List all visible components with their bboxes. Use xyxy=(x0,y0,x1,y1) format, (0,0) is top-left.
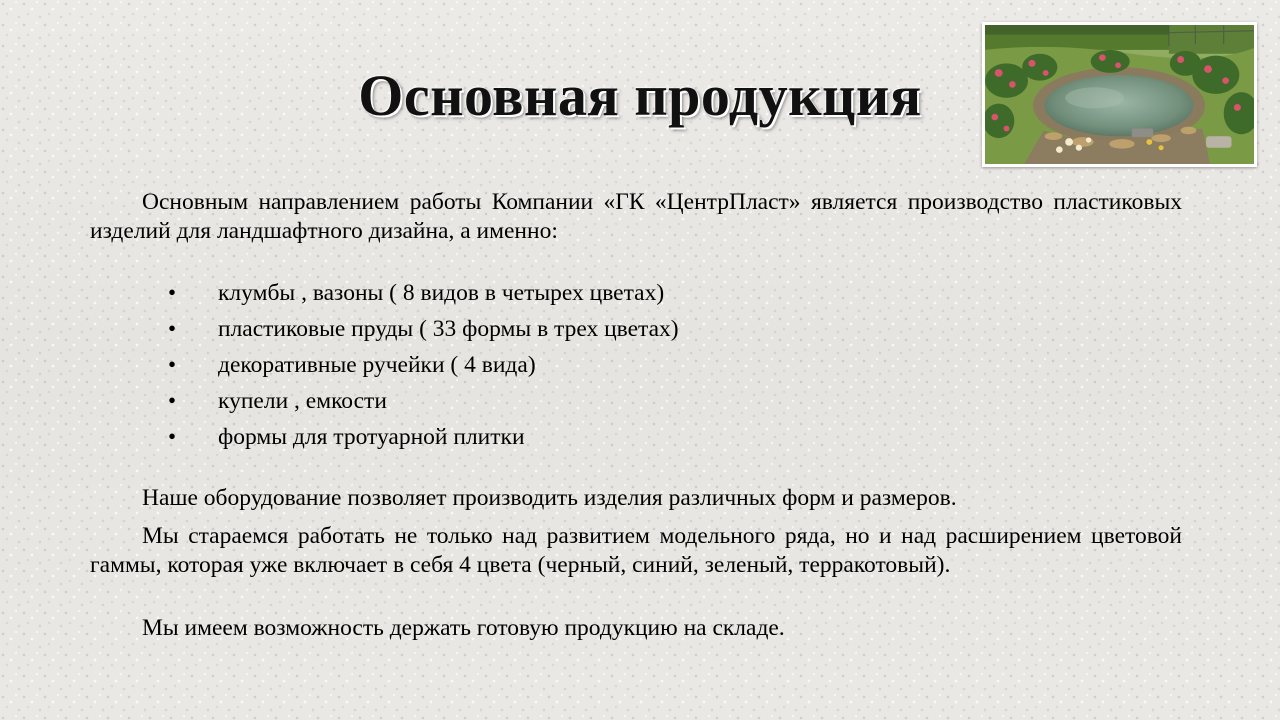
bullet-icon: • xyxy=(168,280,177,305)
list-item xyxy=(160,386,1060,417)
list-item-label: формы для тротуарной плитки xyxy=(218,424,525,451)
list-item xyxy=(160,350,1060,381)
paragraph-equipment: Наше оборудование позволяет производить изделия различных форм и размеров. xyxy=(142,485,957,511)
decorative-pond-photo xyxy=(982,22,1257,167)
list-item-label: декоративные ручейки ( 4 вида) xyxy=(218,352,536,379)
page-title: Основная продукция xyxy=(358,63,922,128)
bullet-icon: • xyxy=(168,316,177,342)
list-item-label: клумбы , вазоны ( 8 видов в четырех цветах) xyxy=(218,280,665,306)
list-item xyxy=(160,422,1060,453)
list-item xyxy=(160,278,1060,309)
list-item-label: пластиковые пруды ( 33 формы в трех цветах) xyxy=(218,316,679,343)
bullet-icon: • xyxy=(168,352,177,378)
paragraph-colors: Мы стараемся работать не только над развитием модельного ряда, но и над расширением цветовой гаммы, которая уже включает в себя 4 цвета (черный, синий, зеленый, терракотовый). xyxy=(90,523,1182,578)
intro-paragraph: Основным направлением работы Компании «ГК «ЦентрПласт» является производство пластиковых изделий для ландшафтного дизайна, а именно: xyxy=(90,189,1182,244)
pond-illustration xyxy=(985,25,1254,164)
list-item xyxy=(160,314,1060,345)
paragraph-stock: Мы имеем возможность держать готовую продукцию на складе. xyxy=(142,615,785,641)
product-list xyxy=(160,278,1060,458)
bullet-icon: • xyxy=(168,424,177,450)
bullet-icon: • xyxy=(168,388,177,414)
list-item-label: купели , емкости xyxy=(218,388,387,415)
